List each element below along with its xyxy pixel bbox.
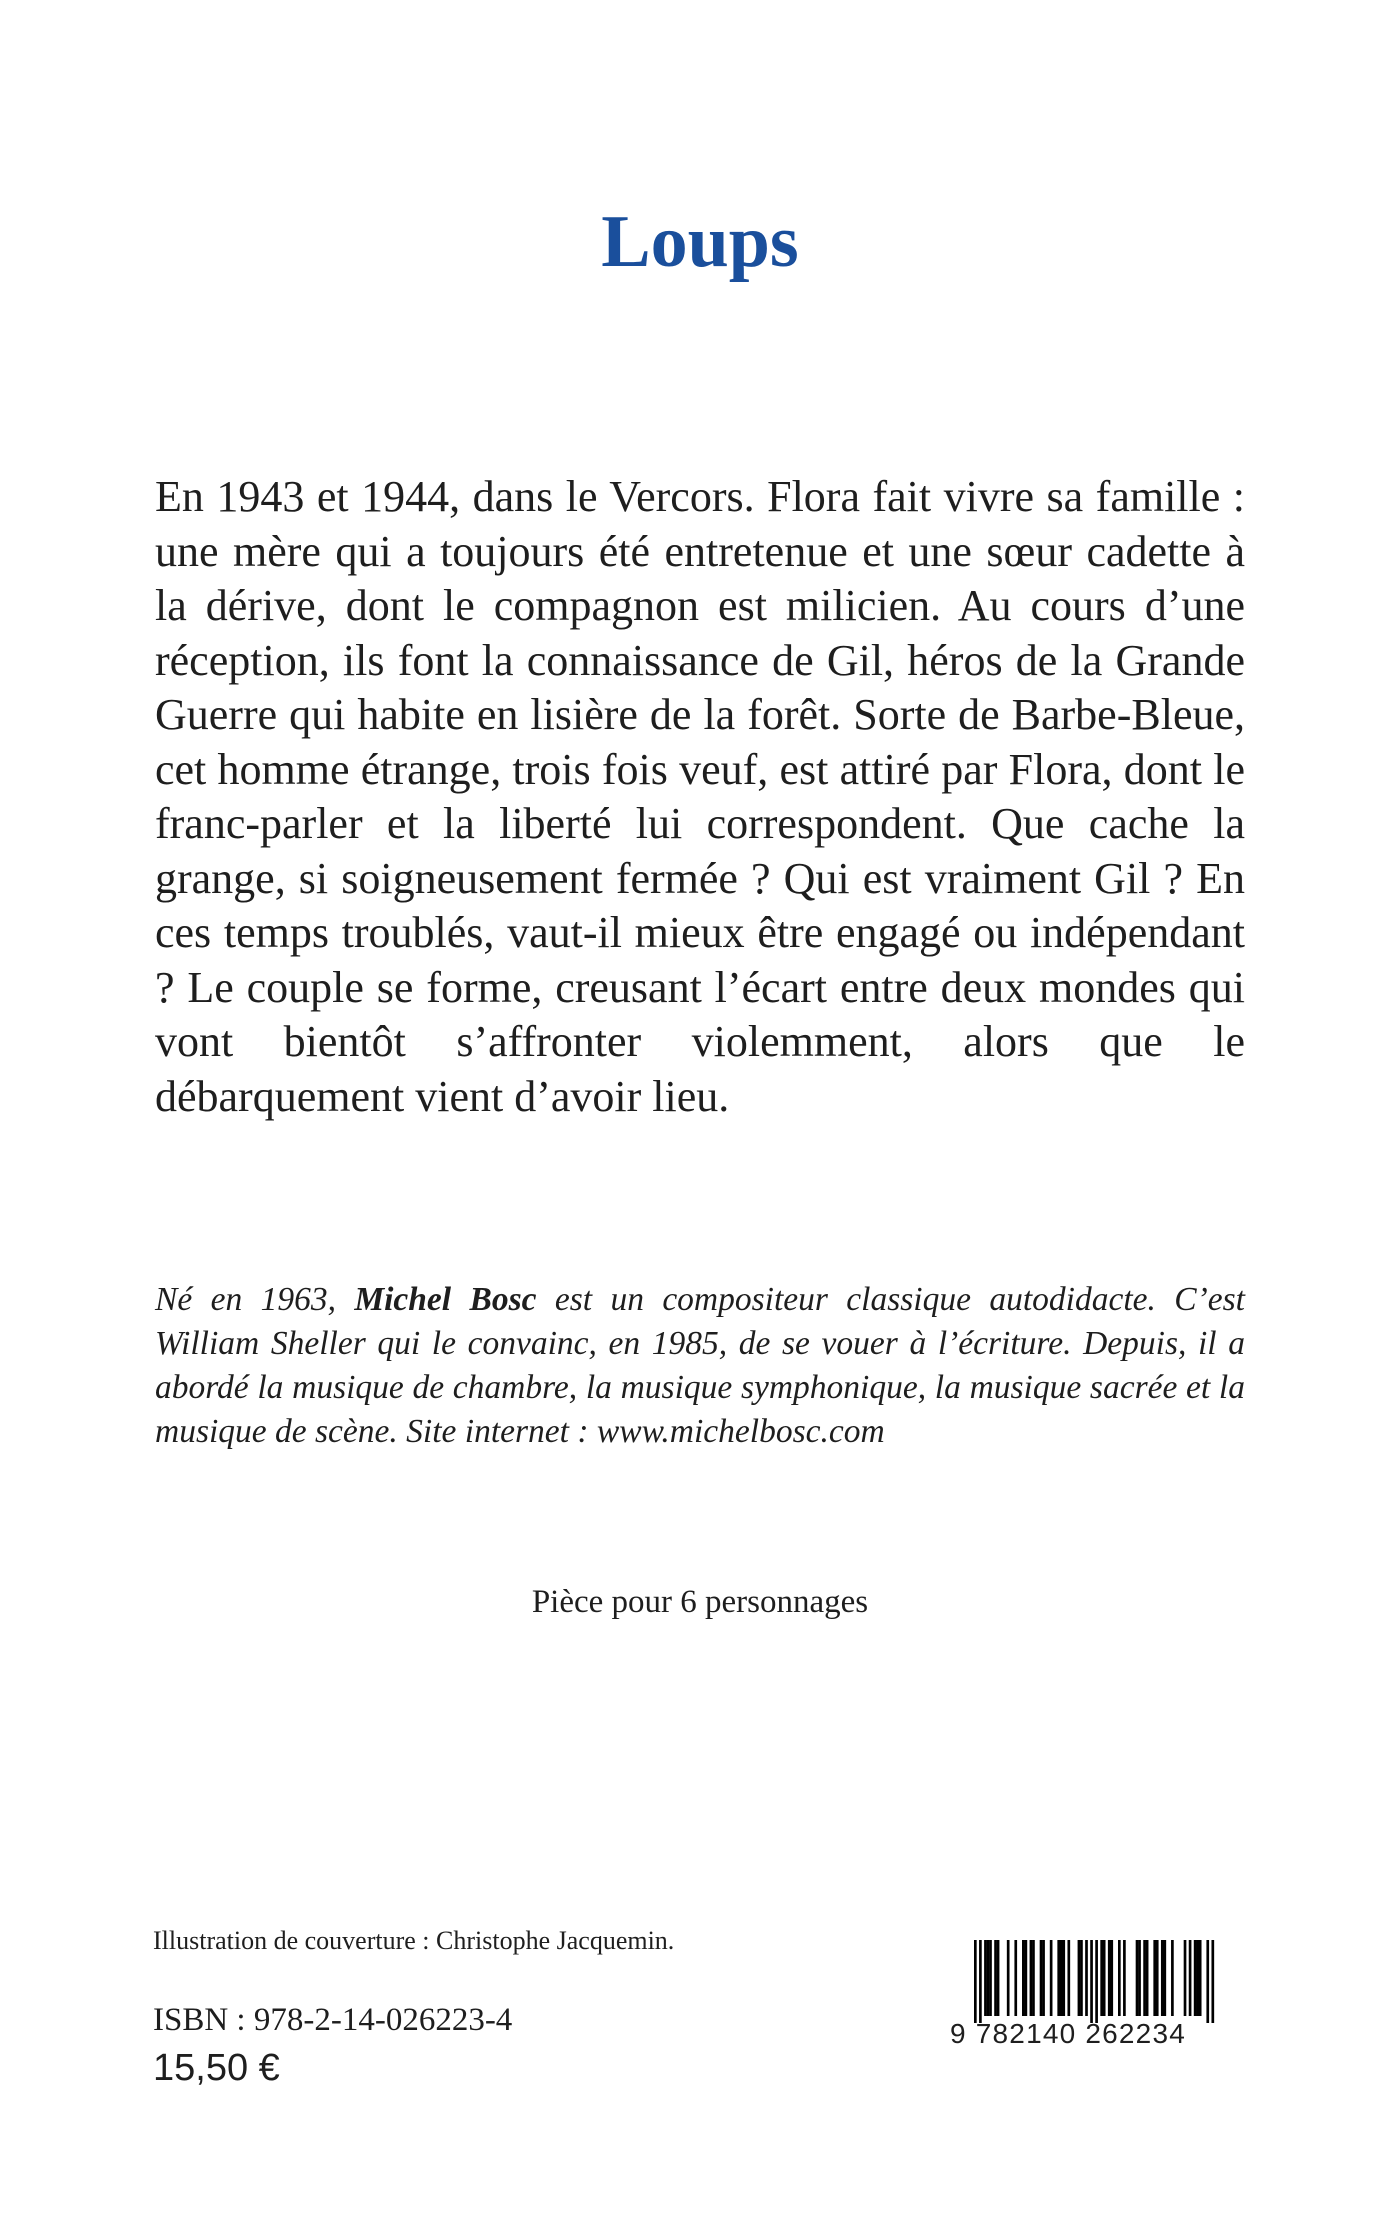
barcode-bar bbox=[1025, 1940, 1028, 2016]
barcode-bar bbox=[1030, 1940, 1033, 2016]
barcode-digits: 9 782140 262234 bbox=[950, 2018, 1186, 2049]
barcode-bar bbox=[1138, 1940, 1141, 2016]
barcode-bar bbox=[1022, 1940, 1025, 2016]
genre-note: Pièce pour 6 personnages bbox=[531, 1584, 869, 1620]
barcode-bar bbox=[1040, 1940, 1043, 2016]
barcode-bar bbox=[1103, 1940, 1106, 2016]
barcode-bar bbox=[1100, 1940, 1103, 2016]
barcode-bar bbox=[1143, 1940, 1146, 2016]
barcode-bar bbox=[1206, 1940, 1209, 2023]
barcode-bar bbox=[1080, 1940, 1083, 2016]
barcode-bar bbox=[1196, 1940, 1199, 2016]
isbn: ISBN : 978-2-14-026223-4 bbox=[153, 2002, 513, 2038]
barcode-bar bbox=[1007, 1940, 1010, 2016]
barcode-bar bbox=[1078, 1940, 1081, 2016]
barcode-bar bbox=[1211, 1940, 1214, 2023]
barcode-bar bbox=[1067, 1940, 1070, 2016]
book-summary: En 1943 et 1944, dans le Vercors. Flora fait vivre sa famille : une mère qui a toujours été entretenue et une sœur cadette à la dérive, dont le compagnon est milicien. Au cours d’une réception, ils font la connaissance de Gil, héros de la Grande Guerre qui habite en lisière de la forêt. Sorte de Barbe-Bleue, cet homme étrange, trois fois veuf, est attiré par Flora, dont le franc-parler et la liberté lui correspondent. Que cache la grange, si soigneusement fermée ? Qui est vraiment Gil ? En ces temps troublés, vaut-il mieux être engagé ou indépendant ? Le couple se forme, creusant l’écart entre deux mondes qui vont bientôt s’affronter violemment, alors que le débarquement vient d’avoir lieu. bbox=[155, 472, 1245, 1121]
barcode-bar bbox=[1123, 1940, 1126, 2016]
barcode bbox=[950, 1940, 1220, 2060]
barcode-bar bbox=[1050, 1940, 1053, 2016]
barcode-bar bbox=[1171, 1940, 1174, 2016]
barcode-bar bbox=[1042, 1940, 1045, 2016]
barcode-bar bbox=[1156, 1940, 1159, 2016]
author-name: Michel Bosc bbox=[354, 1281, 537, 1318]
barcode-bar bbox=[1118, 1940, 1121, 2016]
barcode-bar bbox=[1090, 1940, 1093, 2023]
barcode-bar bbox=[989, 1940, 992, 2016]
book-title: Loups bbox=[601, 201, 799, 283]
barcode-bar bbox=[1153, 1940, 1156, 2016]
barcode-bar bbox=[1057, 1940, 1060, 2016]
barcode-bar bbox=[1146, 1940, 1149, 2016]
bio-rest: est un compositeur classique autodidacte. C’est William Sheller qui le convainc, en 1985, de se vouer à l’écriture. Depuis, il a abordé la musique de chambre, la musique symphonique, la musique sacrée et la musique de scène. Site internet : www.michelbosc.com bbox=[155, 1281, 1245, 1450]
author-bio bbox=[155, 1278, 1245, 1454]
barcode-bar bbox=[1014, 1940, 1017, 2016]
barcode-bar bbox=[1060, 1940, 1063, 2016]
barcode-bar bbox=[979, 1940, 982, 2023]
illustration-credit: Illustration de couverture : Christophe Jacquemin. bbox=[153, 1926, 675, 1955]
barcode-bar bbox=[997, 1940, 1000, 2016]
barcode-bar bbox=[1163, 1940, 1166, 2016]
barcode-bar bbox=[1136, 1940, 1139, 2016]
barcode-bar bbox=[1184, 1940, 1187, 2016]
barcode-bar bbox=[1062, 1940, 1065, 2016]
barcode-bar bbox=[1032, 1940, 1035, 2016]
barcode-bar bbox=[1108, 1940, 1111, 2016]
price: 15,50 € bbox=[153, 2047, 280, 2089]
barcode-bar bbox=[987, 1940, 990, 2016]
barcode-bar bbox=[974, 1940, 977, 2023]
barcode-bar bbox=[1085, 1940, 1088, 2016]
barcode-bar bbox=[984, 1940, 987, 2016]
barcode-bars bbox=[950, 1940, 1220, 2023]
barcode-bar bbox=[1194, 1940, 1197, 2016]
barcode-bar bbox=[1199, 1940, 1202, 2016]
barcode-bar bbox=[1110, 1940, 1113, 2016]
barcode-bar bbox=[1095, 1940, 1098, 2023]
bio-intro: Né en 1963, bbox=[155, 1281, 355, 1318]
barcode-bar bbox=[1189, 1940, 1192, 2016]
barcode-bar bbox=[994, 1940, 997, 2016]
barcode-bar bbox=[1161, 1940, 1164, 2016]
